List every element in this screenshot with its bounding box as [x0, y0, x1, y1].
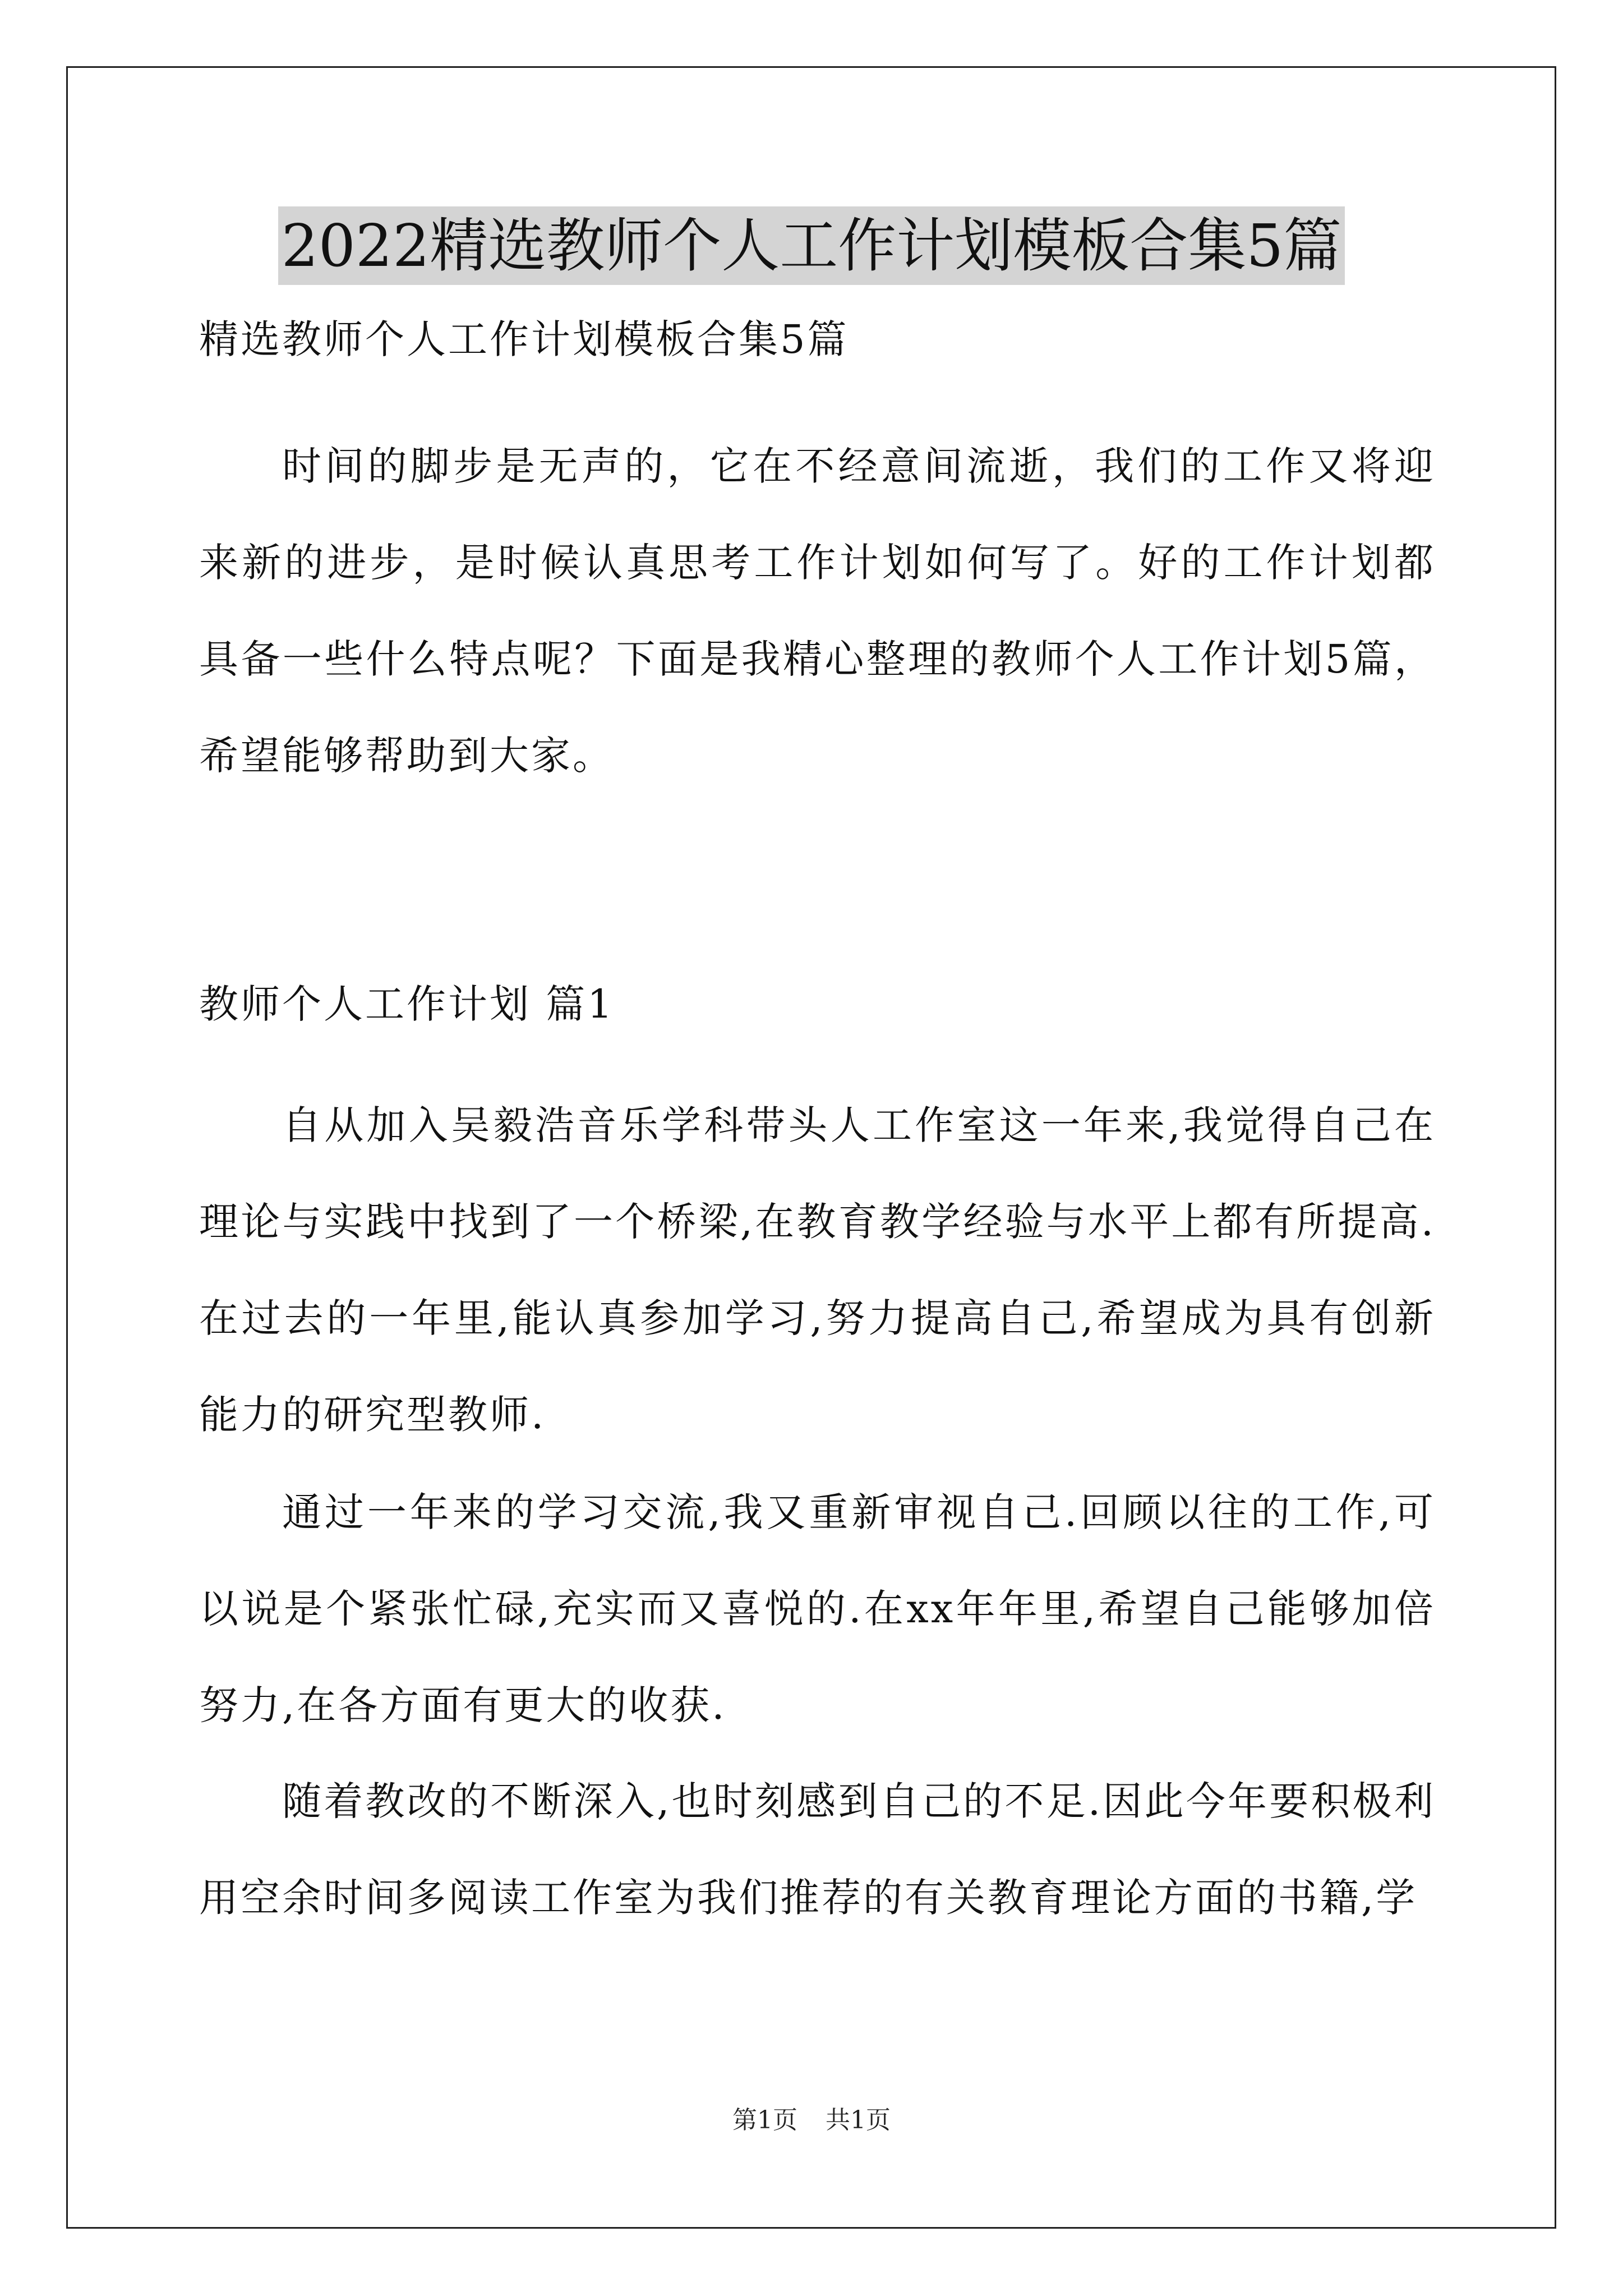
- section-heading: 教师个人工作计划 篇1: [199, 981, 615, 1027]
- document-subtitle: 精选教师个人工作计划模板合集5篇: [199, 316, 849, 362]
- body-paragraph-1: 自从加入吴毅浩音乐学科带头人工作室这一年来,我觉得自己在理论与实践中找到了一个桥梁,在教育教学经验与水平上都有所提高.在过去的一年里,能认真参加学习,努力提高自己,希望成为具有创新能力的研究型教师.: [199, 1102, 1436, 1438]
- body-paragraph-2: 通过一年来的学习交流,我又重新审视自己.回顾以往的工作,可以说是个紧张忙碌,充实而又喜悦的.在xx年年里,希望自己能够加倍努力,在各方面有更大的收获.: [199, 1489, 1436, 1728]
- document-title: 2022精选教师个人工作计划模板合集5篇: [278, 206, 1345, 285]
- intro-paragraph: 时间的脚步是无声的，它在不经意间流逝，我们的工作又将迎来新的进步，是时候认真思考工作计划如何写了。好的工作计划都具备一些什么特点呢？下面是我精心整理的教师个人工作计划5篇，希望能够帮助到大家。: [199, 443, 1436, 779]
- page-number-current: 第1页: [732, 2106, 797, 2134]
- page-number-total: 共1页: [826, 2106, 891, 2134]
- body-paragraph-3: 随着教改的不断深入,也时刻感到自己的不足.因此今年要积极利用空余时间多阅读工作室为我们推荐的有关教育理论方面的书籍,学: [199, 1778, 1436, 1921]
- title-wrap: [0, 206, 1623, 285]
- page-footer: [0, 2104, 1623, 2137]
